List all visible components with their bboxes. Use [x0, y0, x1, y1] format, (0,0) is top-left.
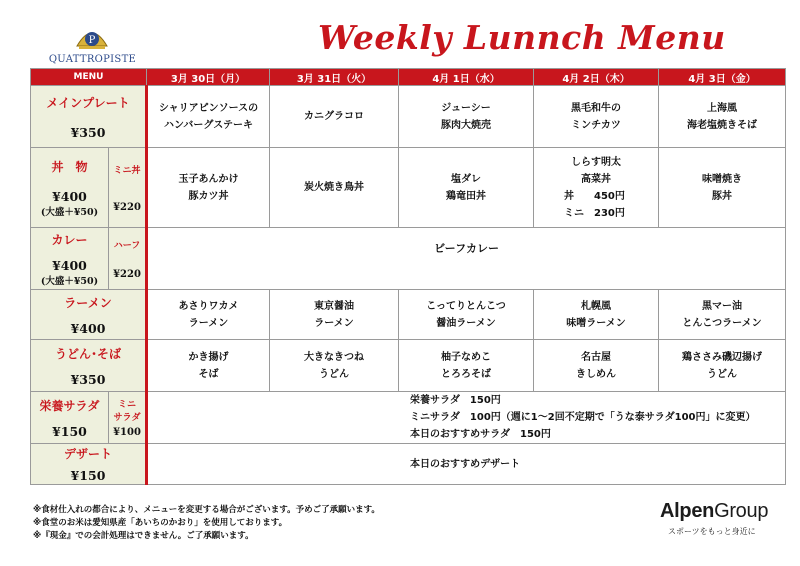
brand-part-2: Group [714, 500, 769, 522]
note-line: ※食材仕入れの都合により、メニューを変更する場合がございます。予めご了承願います。 [33, 505, 380, 515]
category-ramen [31, 290, 147, 340]
note-line: ※食堂のお米は愛知県産「あいちのかおり」を使用しております。 [33, 518, 288, 528]
menu-cell [147, 340, 270, 392]
category-name: うどん･そば [55, 346, 122, 361]
category-dessert [31, 444, 147, 485]
dish-line: 丼 450円 [564, 190, 625, 202]
quattropiste-logo [45, 26, 140, 68]
category-price: ¥350 [70, 371, 106, 387]
menu-cell [147, 148, 270, 228]
category-name: 丼 物 [51, 159, 88, 174]
category-name: ラーメン [64, 295, 112, 310]
menu-cell [270, 340, 399, 392]
menu-cell [147, 86, 270, 148]
category-mini-donburi [109, 148, 147, 228]
menu-cell [399, 290, 534, 340]
day-header: 3月 30日（月） [147, 69, 270, 86]
menu-cell [534, 340, 659, 392]
dish-line: 札幌風 [581, 300, 612, 312]
dish-line: 柚子なめこ [441, 351, 492, 363]
dish-line: 豚丼 [712, 190, 733, 202]
sub-category-name: ハーフ [113, 240, 141, 251]
dish-line: 味噌ラーメン [566, 317, 626, 329]
category-price: ¥400 [52, 188, 87, 204]
dish-line: 黒マー油 [702, 300, 743, 312]
price-note: (大盛＋¥50) [40, 275, 99, 287]
sub-category-name: サラダ [113, 413, 141, 423]
dish-line: ビーフカレー [434, 242, 499, 255]
main-plate-row [31, 86, 786, 148]
menu-cell [147, 290, 270, 340]
dish-line: うどん [707, 368, 738, 380]
category-mini-salad [109, 392, 147, 444]
salad-row [31, 392, 786, 444]
category-name: メインプレート [46, 95, 130, 110]
sub-category-name: ミニ [118, 400, 137, 410]
notes [33, 504, 380, 543]
dish-line: ラーメン [188, 317, 229, 329]
dish-line: ミンチカツ [571, 119, 621, 131]
dish-line: こってりとんこつ [426, 300, 506, 312]
menu-cell [270, 290, 399, 340]
ramen-row [31, 290, 786, 340]
dish-line: カニグラコロ [304, 111, 365, 122]
dish-line: 大きなきつね [304, 351, 365, 363]
dish-line: 味噌焼き [702, 173, 743, 185]
note-line: ※『現金』での会計処理はできません。ご了承願います。 [33, 531, 254, 541]
category-price: ¥150 [70, 468, 106, 483]
category-curry [31, 228, 109, 290]
brand-part-1: Alpen [660, 500, 715, 522]
category-udon-soba [31, 340, 147, 392]
salad-line: 栄養サラダ 150円 [410, 395, 501, 406]
svg-text:P: P [88, 35, 96, 46]
dish-line: ラーメン [314, 317, 354, 329]
category-half-curry [109, 228, 147, 290]
sub-category-price: ¥220 [113, 201, 141, 213]
menu-cell [534, 86, 659, 148]
crest-icon [73, 26, 111, 54]
menu-header: MENU [31, 69, 147, 86]
dish-line: 玉子あんかけ [178, 173, 239, 185]
menu-cell [534, 148, 659, 228]
sub-category-price: ¥100 [113, 427, 141, 438]
category-name: 栄養サラダ [39, 398, 100, 413]
header-row [31, 69, 786, 86]
day-header: 3月 31日（火） [270, 69, 399, 86]
dish-line: そば [198, 368, 219, 380]
dish-line: 高菜丼 [581, 173, 612, 185]
menu-cell [399, 340, 534, 392]
dish-line: 塩ダレ [451, 173, 482, 185]
category-donburi [31, 148, 109, 228]
menu-cell [659, 290, 786, 340]
dish-line: あさりワカメ [178, 300, 239, 312]
menu-cell-week [147, 444, 786, 485]
menu-cell [399, 86, 534, 148]
dish-line: 黒毛和牛の [571, 102, 622, 114]
brand-tagline: スポーツをもっと身近に [668, 527, 756, 536]
page-title: Weekly Lunnch Menu [318, 18, 726, 57]
price-note: (大盛＋¥50) [40, 206, 99, 218]
salad-line: 本日のおすすめサラダ 150円 [410, 429, 551, 440]
dessert-row [31, 444, 786, 485]
dish-line: 醤油ラーメン [436, 317, 496, 329]
category-price: ¥150 [52, 423, 87, 439]
sub-category-name: ミニ丼 [113, 165, 141, 176]
dish-line: しらす明太 [571, 156, 622, 168]
menu-cell [270, 86, 399, 148]
category-name: デザート [64, 447, 113, 461]
menu-cell [659, 340, 786, 392]
dish-line: 名古屋 [581, 351, 612, 363]
day-header: 4月 2日（木） [534, 69, 659, 86]
category-price: ¥400 [52, 257, 87, 273]
dish-line: とろろそば [441, 368, 492, 380]
dish-line: うどん [319, 368, 350, 380]
dish-line: ジューシー [441, 102, 491, 114]
day-header: 4月 1日（水） [399, 69, 534, 86]
menu-cell-week [147, 392, 786, 444]
category-price: ¥350 [70, 124, 106, 140]
category-name: カレー [51, 232, 88, 247]
category-main-plate [31, 86, 147, 148]
dish-line: シャリアピンソースの [158, 102, 259, 114]
dish-line: 豚カツ丼 [188, 190, 229, 202]
curry-row [31, 228, 786, 290]
dish-line: 鶏竜田丼 [446, 190, 487, 202]
dish-line: 東京醤油 [314, 300, 355, 312]
category-salad [31, 392, 109, 444]
dish-line: 海老塩焼きそば [687, 119, 758, 131]
dish-line: ミニ 230円 [564, 207, 625, 219]
menu-cell [659, 86, 786, 148]
menu-cell [399, 148, 534, 228]
logo-text: QUATTROPISTE [48, 54, 137, 65]
dish-line: 鶏ささみ磯辺揚げ [682, 351, 763, 363]
day-header: 4月 3日（金） [659, 69, 786, 86]
dish-line: 豚肉大焼売 [441, 119, 492, 131]
dish-line: 本日のおすすめデザート [410, 458, 521, 470]
menu-cell [659, 148, 786, 228]
dish-line: かき揚げ [188, 351, 229, 363]
salad-line: ミニサラダ 100円（週に1～2回不定期で「うな泰サラダ100円」に変更） [410, 412, 756, 423]
dish-line: とんこつラーメン [682, 317, 762, 329]
dish-line: ハンバーグステーキ [164, 119, 254, 131]
udon-soba-row [31, 340, 786, 392]
sub-category-price: ¥220 [113, 268, 141, 280]
category-price: ¥400 [70, 320, 106, 336]
dish-line: 上海風 [707, 102, 738, 114]
alpen-group-logo [660, 500, 768, 523]
menu-table [30, 68, 786, 485]
menu-cell-week [147, 228, 786, 290]
dish-line: きしめん [576, 368, 617, 380]
donburi-row [31, 148, 786, 228]
dish-line: 炭火焼き鳥丼 [304, 182, 365, 193]
menu-cell [270, 148, 399, 228]
menu-cell [534, 290, 659, 340]
